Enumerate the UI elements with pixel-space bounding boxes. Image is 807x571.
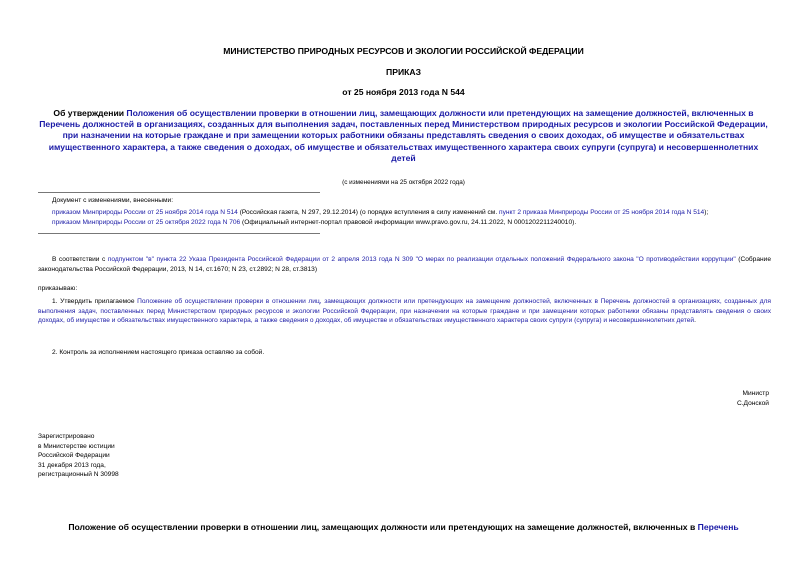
preamble-end: (Собрание законодательства Российской Федерации, 2013, N 14, ст.1670; N 23, ст.2892; N 28, ст.3813) [38, 256, 771, 273]
title-prefix: Об утверждении [53, 108, 127, 118]
signature-position: Министр [742, 390, 769, 397]
registration-line-1: Зарегистрировано [38, 433, 95, 440]
divider-top [38, 192, 320, 193]
change-line-1-text: (Российская газета, N 297, 29.12.2014) (о порядке вступления в силу изменений см. [237, 208, 500, 216]
document-title [36, 108, 771, 164]
amendment-note: (с изменениями на 25 октября 2022 года) [342, 179, 465, 186]
change-line-2 [52, 218, 774, 228]
ministry-heading: МИНИСТЕРСТВО ПРИРОДНЫХ РЕСУРСОВ И ЭКОЛОГИИ РОССИЙСКОЙ ФЕДЕРАЦИИ [223, 46, 584, 56]
changes-block [52, 196, 774, 228]
decree-309-link[interactable]: подпунктом "в" пункта 22 Указа Президента Российской Федерации от 2 апреля 2013 года N 309 "О мерах по реализации отдельных положений Федерального закона "О противодействии коррупции" [107, 256, 736, 263]
registration-line-5: регистрационный N 30998 [38, 471, 119, 479]
preamble-start: В соответствии с [52, 256, 108, 263]
regulation-heading [0, 522, 807, 532]
order-514-clause-link[interactable]: пункт 2 приказа Минприроды России от 25 ноября 2014 года N 514 [499, 208, 705, 216]
divider-bottom [38, 233, 320, 234]
item-1-end: . [694, 317, 696, 325]
title-regulation-link[interactable]: Положения об осуществлении проверки в отношении лиц, замещающих должности или претендующих на замещение должностей, включенных в Перечень должностей в организациях, созданных для выполнения задач, поставленных перед Министерством природных ресурсов и экологии Российской Федерации, при назначении на которые граждане и при замещении которых работники обязаны представлять сведения о своих доходах, об имуществе и обязательствах имущественного характера, а также сведения о доходах, об имуществе и обязательствах имущественного характера своих супруги (супруга) и несовершеннолетних детей [39, 108, 768, 163]
signature-block [737, 389, 769, 408]
list-link[interactable]: Перечень [697, 522, 739, 532]
doc-date-number: от 25 ноября 2013 года N 544 [342, 87, 465, 97]
preamble [38, 255, 771, 274]
registration-line-2: в Министерстве юстиции [38, 442, 115, 450]
doc-type: ПРИКАЗ [386, 67, 421, 77]
changes-intro: Документ с изменениями, внесенными: [52, 197, 174, 204]
regulation-link[interactable]: Положение об осуществлении проверки в отношении лиц, замещающих должности или претендующих на замещение должностей, включенных в Перечень должностей в организациях, созданных для выполнения задач, поставленных перед Министерством природных ресурсов и экологии Российской Федерации, при назначении на которые граждане и при замещении которых работники обязаны представлять сведения о своих доходах, об имуществе и обязательствах имущественного характера, а также сведения о доходах, об имуществе и обязательствах имущественного характера своих супруги (супруга) и несовершеннолетних детей [38, 298, 771, 325]
regulation-heading-text: Положение об осуществлении проверки в отношении лиц, замещающих должности или претендующих на замещение должностей, включенных в [68, 522, 698, 532]
item-2: 2. Контроль за исполнением настоящего приказа оставляю за собой. [52, 349, 265, 356]
registration-line-4: 31 декабря 2013 года, [38, 461, 106, 469]
change-line-1-end: ); [704, 208, 709, 216]
order-word: приказываю: [38, 285, 78, 292]
order-514-link[interactable]: приказом Минприроды России от 25 ноября 2014 года N 514 [52, 208, 238, 216]
order-706-link[interactable]: приказом Минприроды России от 25 октября 2022 года N 706 [52, 219, 241, 227]
item-1 [38, 297, 771, 326]
registration-line-3: Российской Федерации [38, 452, 110, 460]
item-1-start: 1. Утвердить прилагаемое [52, 298, 138, 305]
signature-name: С.Донской [736, 399, 769, 407]
change-line-2-text: (Официальный интернет-портал правовой информации www.pravo.gov.ru, 24.11.2022, N 0001202211240010). [240, 219, 577, 227]
change-line-1 [52, 208, 774, 218]
registration-block [38, 432, 119, 480]
